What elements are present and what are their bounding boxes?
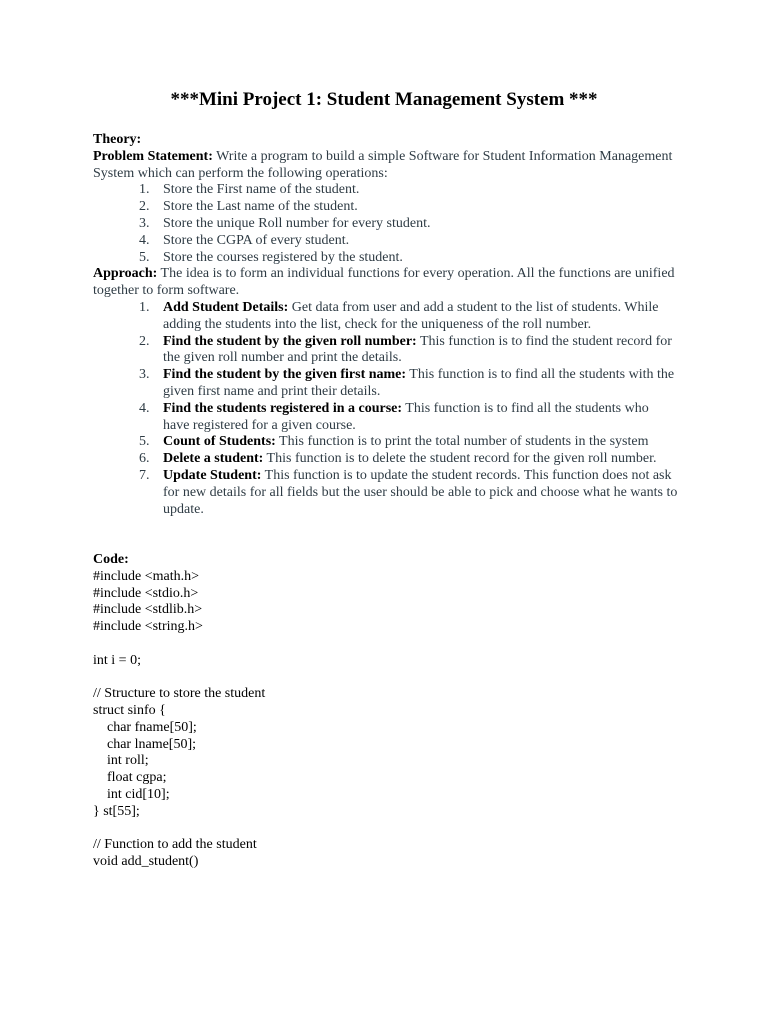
list-number: 2.	[139, 199, 150, 215]
code-line: char lname[50];	[93, 736, 197, 752]
code-line: // Function to add the student	[93, 837, 257, 853]
code-line: #include <math.h>	[93, 568, 199, 584]
list-text: Store the First name of the student.	[163, 182, 360, 198]
list-number: 1.	[139, 299, 150, 315]
approach-paragraph	[93, 266, 678, 300]
code-line: int cid[10];	[93, 787, 170, 803]
code-line: } st[55];	[93, 803, 140, 819]
list-label: Find the student by the given roll number:	[163, 333, 417, 349]
list-label: Find the student by the given first name:	[163, 367, 407, 383]
code-line	[93, 636, 678, 653]
code-heading: Code:	[93, 551, 129, 567]
list-number: 2.	[139, 333, 150, 349]
spacer	[93, 518, 678, 552]
list-item	[93, 401, 678, 435]
list-item	[93, 367, 678, 401]
list-label: Update Student:	[163, 467, 262, 483]
operations-list	[93, 182, 678, 266]
code-line	[93, 821, 678, 838]
code-line: #include <string.h>	[93, 619, 203, 635]
approach-text: The idea is to form an individual functions for every operation. All the functions are unified together to form software.	[93, 266, 675, 299]
list-text: This function is to find the student record for the given roll number and print the details.	[163, 333, 672, 366]
problem-text: Write a program to build a simple Software for Student Information Management System which can perform the following operations:	[93, 148, 673, 181]
list-text: Store the courses registered by the student.	[163, 249, 403, 265]
list-item	[93, 334, 678, 368]
problem-label: Problem Statement:	[93, 148, 213, 164]
approach-label: Approach:	[93, 266, 158, 282]
document-body	[93, 132, 678, 871]
list-number: 3.	[139, 367, 150, 383]
list-number: 7.	[139, 467, 150, 483]
list-text: Store the unique Roll number for every student.	[163, 215, 431, 231]
list-label: Delete a student:	[163, 451, 264, 467]
list-text: Store the CGPA of every student.	[163, 232, 350, 248]
list-label: Find the students registered in a course:	[163, 400, 403, 416]
approach-list	[93, 300, 678, 518]
code-line	[93, 670, 678, 687]
code-line: void add_student()	[93, 854, 199, 870]
list-number: 3.	[139, 215, 150, 231]
list-item	[93, 300, 678, 334]
list-label: Count of Students:	[163, 434, 276, 450]
list-number: 1.	[139, 182, 150, 198]
code-line: int i = 0;	[93, 652, 141, 668]
problem-statement	[93, 149, 678, 183]
list-label: Add Student Details:	[163, 299, 289, 315]
code-line: #include <stdio.h>	[93, 585, 199, 601]
code-line: #include <stdlib.h>	[93, 602, 203, 618]
list-item	[93, 468, 678, 518]
list-text: This function is to update the student records. This function does not ask for new details for all fields but the user should be able to pick and choose what he wants to update.	[163, 467, 678, 517]
page-title: ***Mini Project 1: Student Management System ***	[170, 89, 598, 110]
list-item	[93, 233, 678, 250]
code-line: struct sinfo {	[93, 703, 166, 719]
list-item	[93, 451, 678, 468]
list-number: 4.	[139, 232, 150, 248]
list-text: This function is to print the total number of students in the system	[275, 434, 649, 450]
list-number: 6.	[139, 451, 150, 467]
code-line: float cgpa;	[93, 770, 167, 786]
list-text: Store the Last name of the student.	[163, 199, 358, 215]
list-text: Get data from user and add a student to the list of students. While adding the students into the list, check for the uniqueness of the roll number.	[163, 299, 659, 332]
list-item	[93, 216, 678, 233]
list-number: 4.	[139, 400, 150, 416]
list-number: 5.	[139, 249, 150, 265]
code-line: // Structure to store the student	[93, 686, 266, 702]
code-line: char fname[50];	[93, 719, 197, 735]
list-item	[93, 434, 678, 451]
list-item	[93, 199, 678, 216]
list-text: This function is to find all the students who have registered for a given course.	[163, 400, 649, 433]
theory-heading: Theory:	[93, 132, 142, 147]
list-number: 5.	[139, 434, 150, 450]
list-text: This function is to find all the students with the given first name and print their details.	[163, 367, 675, 399]
list-item	[93, 182, 678, 199]
list-item	[93, 250, 678, 267]
list-text: This function is to delete the student record for the given roll number.	[263, 451, 657, 467]
code-block	[93, 569, 678, 871]
code-line: int roll;	[93, 753, 149, 769]
